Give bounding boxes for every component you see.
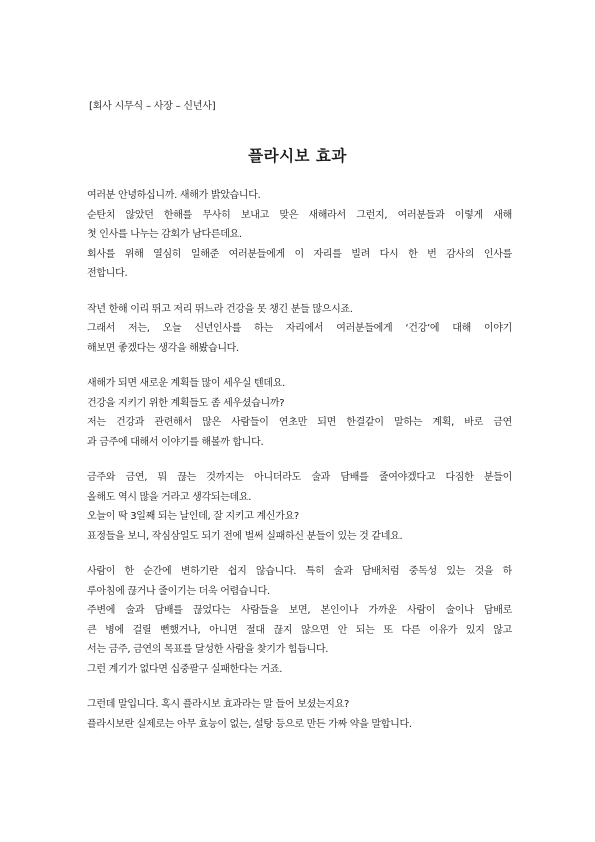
paragraph-line: 그런데 말입니다. 혹시 플라시보 효과라는 말 들어 보셨는지요? (87, 699, 350, 710)
paragraph (87, 186, 512, 284)
paragraph-line: 루아침에 끊거나 줄이기는 더욱 어렵습니다. (87, 585, 270, 597)
paragraph-line: 큰 병에 걸릴 뻔했거나, 아니면 절대 끊지 않으면 안 되는 또 다른 이유가 있지 않고 (87, 624, 512, 636)
paragraph-line: 서는 금주, 금연의 목표를 달성한 사람을 찾기가 힘듭니다. (87, 644, 329, 655)
paragraph-line: 첫 인사를 나누는 감회가 남다른데요. (87, 229, 242, 240)
paragraph-line: 여러분 안녕하십니까. 새해가 밝았습니다. (87, 190, 261, 201)
paragraph-line: 건강을 지키기 위한 계획들도 좀 세우셨습니까? (87, 397, 285, 409)
paragraph-line: 금주와 금연, 뭐 끊는 것까지는 아니더라도 술과 담배를 줄여야겠다고 다짐한 분들이 (87, 472, 512, 483)
paragraph (87, 562, 512, 679)
paragraph (87, 468, 512, 546)
paragraph-line: 순탄치 않았던 한해를 무사히 보내고 맞은 새해라서 그런지, 여러분들과 이렇게 새해 (87, 209, 512, 221)
paragraph-line: 저는 건강과 관련해서 많은 사람들이 연초만 되면 한결같이 말하는 계획, 바로 금연 (87, 417, 512, 428)
paragraph-line: 그런 계기가 없다면 십중팔구 실패한다는 거죠. (87, 663, 283, 675)
paragraph-line: 주변에 술과 담배를 끊었다는 사람들을 보면, 본인이나 가까운 사람이 술이나 담배로 (87, 605, 512, 616)
paragraph-line: 올해도 역시 많을 거라고 생각되는데요. (87, 491, 252, 503)
speech-category-tag: [회사 시무식 – 사장 – 신년사] (89, 101, 216, 112)
paragraph (87, 374, 512, 452)
paragraph-line: 해보면 좋겠다는 생각을 해봤습니다. (87, 342, 239, 354)
paragraph (87, 695, 512, 734)
paragraph-line: 사람이 한 순간에 변하기란 쉽지 않습니다. 특히 술과 담배처럼 중독성 있는 것을 하 (87, 566, 512, 577)
paragraph (87, 300, 512, 359)
paragraph-line: 회사를 위해 열심히 일해준 여러분들에게 이 자리를 빌려 다시 한 번 감사의 인사를 (87, 248, 512, 260)
paragraph-line: 그래서 저는, 오늘 신년인사를 하는 자리에서 여러분들에게 ‘건강’에 대해 이야기 (87, 323, 512, 334)
paragraph-line: 플라시보란 실제로는 아무 효능이 없는, 설탕 등으로 만든 가짜 약을 말합니다. (87, 718, 412, 730)
paragraph-line: 작년 한해 이리 뛰고 저리 뛰느라 건강을 못 챙긴 분들 많으시죠. (87, 303, 353, 315)
page-title: 플라시보 효과 (248, 147, 347, 165)
paragraph-line: 표정들을 보니, 작심삼일도 되기 전에 벌써 실패하신 분들이 있는 것 같네요. (87, 530, 403, 542)
speech-body (87, 186, 512, 750)
paragraph-line: 새해가 되면 새로운 계획들 많이 세우실 텐데요. (87, 378, 285, 389)
paragraph-line: 전합니다. (87, 268, 128, 279)
paragraph-line: 오늘이 딱 3일째 되는 날인데, 잘 지키고 계신가요? (87, 511, 299, 522)
paragraph-line: 과 금주에 대해서 이야기를 해볼까 합니다. (87, 436, 264, 448)
